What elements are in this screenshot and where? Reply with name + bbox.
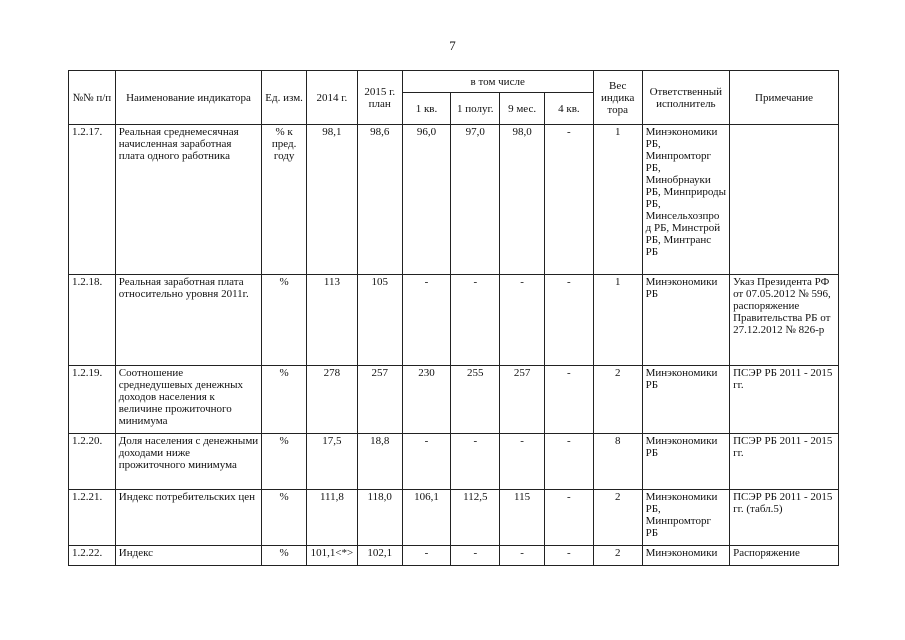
row-half: 112,5: [451, 490, 500, 546]
header-executor: Ответственный исполнитель: [642, 71, 729, 125]
row-9m: -: [500, 546, 545, 566]
row-q4: -: [544, 434, 593, 490]
row-q4: -: [544, 125, 593, 275]
row-unit: %: [262, 366, 307, 434]
row-name: Доля населения с денежными доходами ниже прожиточного минимума: [115, 434, 261, 490]
row-name: Реальная заработная плата относительно уровня 2011г.: [115, 275, 261, 366]
row-num: 1.2.22.: [69, 546, 116, 566]
header-q1: 1 кв.: [402, 93, 451, 125]
row-q4: -: [544, 490, 593, 546]
header-half-year: 1 полуг.: [451, 93, 500, 125]
row-q1: 96,0: [402, 125, 451, 275]
row-weight: 2: [593, 366, 642, 434]
row-2015: 98,6: [357, 125, 402, 275]
header-including: в том числе: [402, 71, 593, 93]
row-half: -: [451, 434, 500, 490]
row-2015: 118,0: [357, 490, 402, 546]
row-half: 97,0: [451, 125, 500, 275]
row-weight: 2: [593, 490, 642, 546]
row-q4: -: [544, 366, 593, 434]
page-number: 7: [449, 38, 456, 53]
row-half: -: [451, 275, 500, 366]
row-note: Распоряжение: [730, 546, 839, 566]
table-row: [69, 125, 839, 275]
row-9m: 257: [500, 366, 545, 434]
row-num: 1.2.21.: [69, 490, 116, 546]
table-row: [69, 546, 839, 566]
row-note: ПСЭР РБ 2011 - 2015 гг. (табл.5): [730, 490, 839, 546]
row-note: ПСЭР РБ 2011 - 2015 гг.: [730, 366, 839, 434]
row-name: Индекс: [115, 546, 261, 566]
table-row: [69, 434, 839, 490]
row-executor: Минэкономики РБ: [642, 366, 729, 434]
row-half: -: [451, 546, 500, 566]
row-2015: 102,1: [357, 546, 402, 566]
row-note: ПСЭР РБ 2011 - 2015 гг.: [730, 434, 839, 490]
header-2014: 2014 г.: [306, 71, 357, 125]
row-num: 1.2.19.: [69, 366, 116, 434]
row-2014: 113: [306, 275, 357, 366]
row-unit: %: [262, 275, 307, 366]
row-half: 255: [451, 366, 500, 434]
row-unit: %: [262, 546, 307, 566]
row-weight: 8: [593, 434, 642, 490]
row-note: [730, 125, 839, 275]
row-9m: 115: [500, 490, 545, 546]
table-row: [69, 366, 839, 434]
header-name: Наименование индикатора: [115, 71, 261, 125]
row-unit: %: [262, 434, 307, 490]
header-unit: Ед. изм.: [262, 71, 307, 125]
row-2014: 278: [306, 366, 357, 434]
row-q4: -: [544, 546, 593, 566]
row-executor: Минэкономики РБ: [642, 275, 729, 366]
row-q1: 106,1: [402, 490, 451, 546]
row-2015: 257: [357, 366, 402, 434]
header-note: Примечание: [730, 71, 839, 125]
row-q1: -: [402, 546, 451, 566]
indicators-table: [68, 70, 839, 566]
row-num: 1.2.18.: [69, 275, 116, 366]
row-q1: -: [402, 275, 451, 366]
header-weight: Вес индика тора: [593, 71, 642, 125]
row-weight: 2: [593, 546, 642, 566]
row-2015: 105: [357, 275, 402, 366]
row-2015: 18,8: [357, 434, 402, 490]
row-q4: -: [544, 275, 593, 366]
row-2014: 98,1: [306, 125, 357, 275]
row-num: 1.2.20.: [69, 434, 116, 490]
row-q1: -: [402, 434, 451, 490]
row-2014: 101,1<*>: [306, 546, 357, 566]
row-unit: % к пред. году: [262, 125, 307, 275]
row-2014: 17,5: [306, 434, 357, 490]
table-row: [69, 275, 839, 366]
row-9m: 98,0: [500, 125, 545, 275]
row-executor: Минэкономики: [642, 546, 729, 566]
row-9m: -: [500, 275, 545, 366]
row-executor: Минэкономики РБ, Минпромторг РБ, Минобрнауки РБ, Минприроды РБ, Минсельхозпро д РБ, Минстрой РБ, Минтранс РБ: [642, 125, 729, 275]
header-q4: 4 кв.: [544, 93, 593, 125]
row-note: Указ Президента РФ от 07.05.2012 № 596, распоряжение Правительства РБ от 27.12.2012 № 826-р: [730, 275, 839, 366]
header-num: №№ п/п: [69, 71, 116, 125]
row-num: 1.2.17.: [69, 125, 116, 275]
row-name: Индекс потребительских цен: [115, 490, 261, 546]
row-name: Соотношение среднедушевых денежных доходов населения к величине прожиточного минимума: [115, 366, 261, 434]
header-9-months: 9 мес.: [500, 93, 545, 125]
table-row: [69, 490, 839, 546]
row-9m: -: [500, 434, 545, 490]
row-executor: Минэкономики РБ, Минпромторг РБ: [642, 490, 729, 546]
row-weight: 1: [593, 275, 642, 366]
row-2014: 111,8: [306, 490, 357, 546]
row-name: Реальная среднемесячная начисленная заработная плата одного работника: [115, 125, 261, 275]
row-q1: 230: [402, 366, 451, 434]
row-executor: Минэкономики РБ: [642, 434, 729, 490]
row-weight: 1: [593, 125, 642, 275]
row-unit: %: [262, 490, 307, 546]
header-2015-plan: 2015 г. план: [357, 71, 402, 125]
